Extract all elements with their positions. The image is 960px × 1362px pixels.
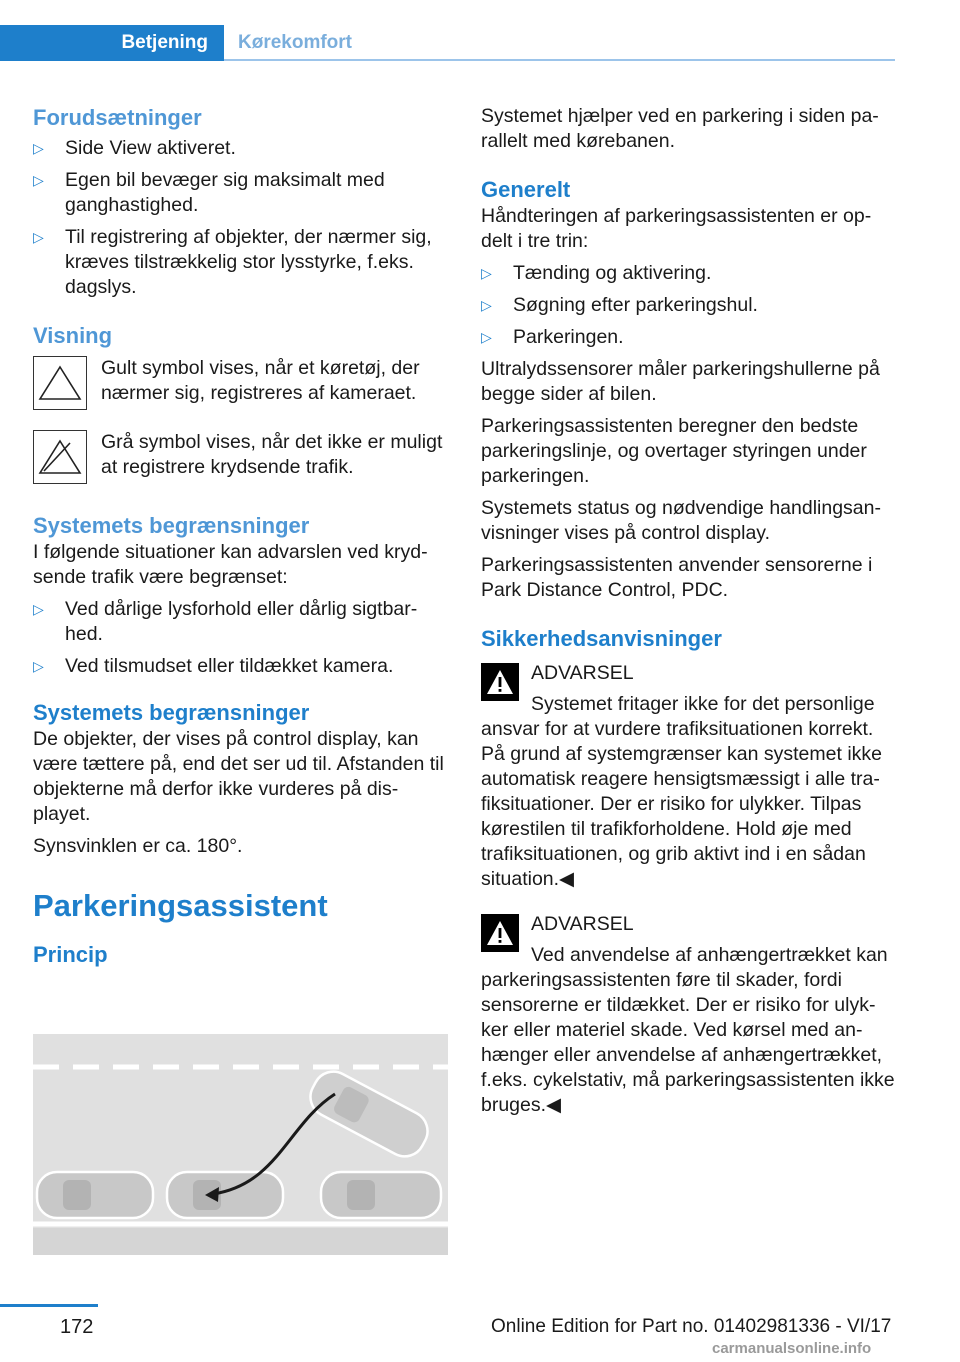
warning-first-line: Systemet fritager ikke for det personlige	[531, 693, 875, 715]
triangle-bullet-icon: ▷	[481, 265, 492, 281]
list-item: ▷ Egen bil bevæger sig maksimalt med ganghastighed.	[33, 169, 385, 216]
generelt-paragraph-1: Ultralydssensorer måler parkeringshullerne på begge sider af bilen.	[481, 358, 880, 405]
list-item: ▷ Tænding og aktivering.	[481, 262, 712, 284]
begraensninger-heading-1: Systemets begrænsninger	[33, 513, 310, 538]
warning-first-line: Ved anvendelse af anhængertrækket kan	[531, 944, 888, 966]
triangle-bullet-icon: ▷	[33, 658, 44, 674]
begraensninger-intro: I følgende situationer kan advarslen ved krydsende trafik være begrænset:	[33, 541, 428, 588]
warning-triangle-icon	[481, 914, 519, 952]
grey-crossed-warning-symbol-icon	[33, 430, 87, 484]
generelt-heading: Generelt	[481, 177, 571, 202]
begraensninger-heading-2: Systemets begrænsninger	[33, 700, 310, 725]
forudsaetninger-list	[33, 136, 448, 300]
yellow-symbol-row	[33, 356, 448, 410]
right-column	[481, 104, 896, 1125]
list-item: ▷ Søgning efter parkeringshul.	[481, 294, 758, 316]
warning-block-2	[481, 912, 896, 1118]
warning-text: ansvar for at vurdere trafiksituationen korrekt. På grund af systemgrænser kan systemet ikke automatisk reagere hensigtsmæssigt i alle trafiksituationer. Der er risiko for ulykker. Tilpas kørestilen til trafikforholdene. Hold øje med trafiksituationen, og grib aktivt ind i en sådan situation.◀	[481, 718, 882, 890]
triangle-bullet-icon: ▷	[481, 297, 492, 313]
warning-text: parkeringsassistenten føre til skader, fordi sensorerne er tildækket. Der er risiko for ulykker eller materiel skade. Ved kørsel med anhænger eller anvendelse af anhængertrækket, f.eks. cykelstativ, må parkeringsassistenten ikke bruges.◀	[481, 969, 895, 1116]
warning-label: ADVARSEL	[531, 662, 634, 684]
triangle-bullet-icon: ▷	[33, 140, 44, 156]
tab-divider-line	[224, 59, 895, 61]
synsvinkel-text: Synsvinklen er ca. 180°.	[33, 835, 243, 857]
list-item: ▷ Side View aktiveret.	[33, 137, 236, 159]
triangle-bullet-icon: ▷	[33, 601, 44, 617]
generelt-intro: Håndteringen af parkeringsassistenten er opdelt i tre trin:	[481, 205, 872, 252]
intro-text: Systemet hjælper ved en parkering i siden parallelt med kørebanen.	[481, 105, 879, 152]
forudsaetninger-heading: Forudsætninger	[33, 105, 202, 130]
chapter-title: Parkeringsassistent	[33, 888, 328, 923]
grey-symbol-row	[33, 430, 448, 484]
begraensninger-list	[33, 597, 448, 679]
triangle-bullet-icon: ▷	[33, 229, 44, 245]
left-column	[33, 104, 448, 969]
list-item: ▷ Til registrering af objekter, der nærmer sig, kræves tilstrækkelig stor lysstyrke, f.eks. dagslys.	[33, 226, 432, 298]
list-item: ▷ Ved tilsmudset eller tildækket kamera.	[33, 655, 394, 677]
list-item: ▷ Parkeringen.	[481, 326, 624, 348]
princip-heading: Princip	[33, 942, 108, 967]
generelt-list	[481, 261, 896, 350]
warning-block-1	[481, 661, 896, 892]
warning-label: ADVARSEL	[531, 913, 634, 935]
footer-accent-line	[0, 1304, 98, 1307]
tab-koerekomfort[interactable]: Kørekomfort	[238, 32, 353, 53]
yellow-warning-symbol-icon	[33, 356, 87, 410]
watermark: carmanualsonline.info	[712, 1340, 872, 1357]
edition-text: Online Edition for Part no. 01402981336 - VI/17	[491, 1316, 892, 1337]
triangle-bullet-icon: ▷	[481, 329, 492, 345]
generelt-paragraph-2: Parkeringsassistenten beregner den bedste parkeringslinje, og overtager styringen under parkeringen.	[481, 415, 867, 487]
warning-triangle-icon	[481, 663, 519, 701]
parking-illustration	[33, 1034, 448, 1255]
sikkerhed-heading: Sikkerhedsanvisninger	[481, 626, 722, 651]
list-item: ▷ Ved dårlige lysforhold eller dårlig sigtbarhed.	[33, 598, 418, 645]
yellow-symbol-text: Gult symbol vises, når et køretøj, der nærmer sig, registreres af kameraet.	[101, 357, 420, 404]
generelt-paragraph-4: Parkeringsassistenten anvender sensorerne i Park Distance Control, PDC.	[481, 554, 873, 601]
begraensninger-text: De objekter, der vises på control display, kan være tættere på, end det ser ud til. Afstanden til objekterne må derfor ikke vurderes på displayet.	[33, 728, 444, 825]
header-tabs	[0, 25, 895, 61]
generelt-paragraph-3: Systemets status og nødvendige handlingsanvisninger vises på control display.	[481, 497, 881, 544]
page-number: 172	[60, 1316, 94, 1338]
tab-betjening[interactable]: Betjening	[0, 25, 224, 61]
visning-heading: Visning	[33, 323, 113, 348]
triangle-bullet-icon: ▷	[33, 172, 44, 188]
grey-symbol-text: Grå symbol vises, når det ikke er muligt at registrere krydsende trafik.	[101, 431, 443, 478]
